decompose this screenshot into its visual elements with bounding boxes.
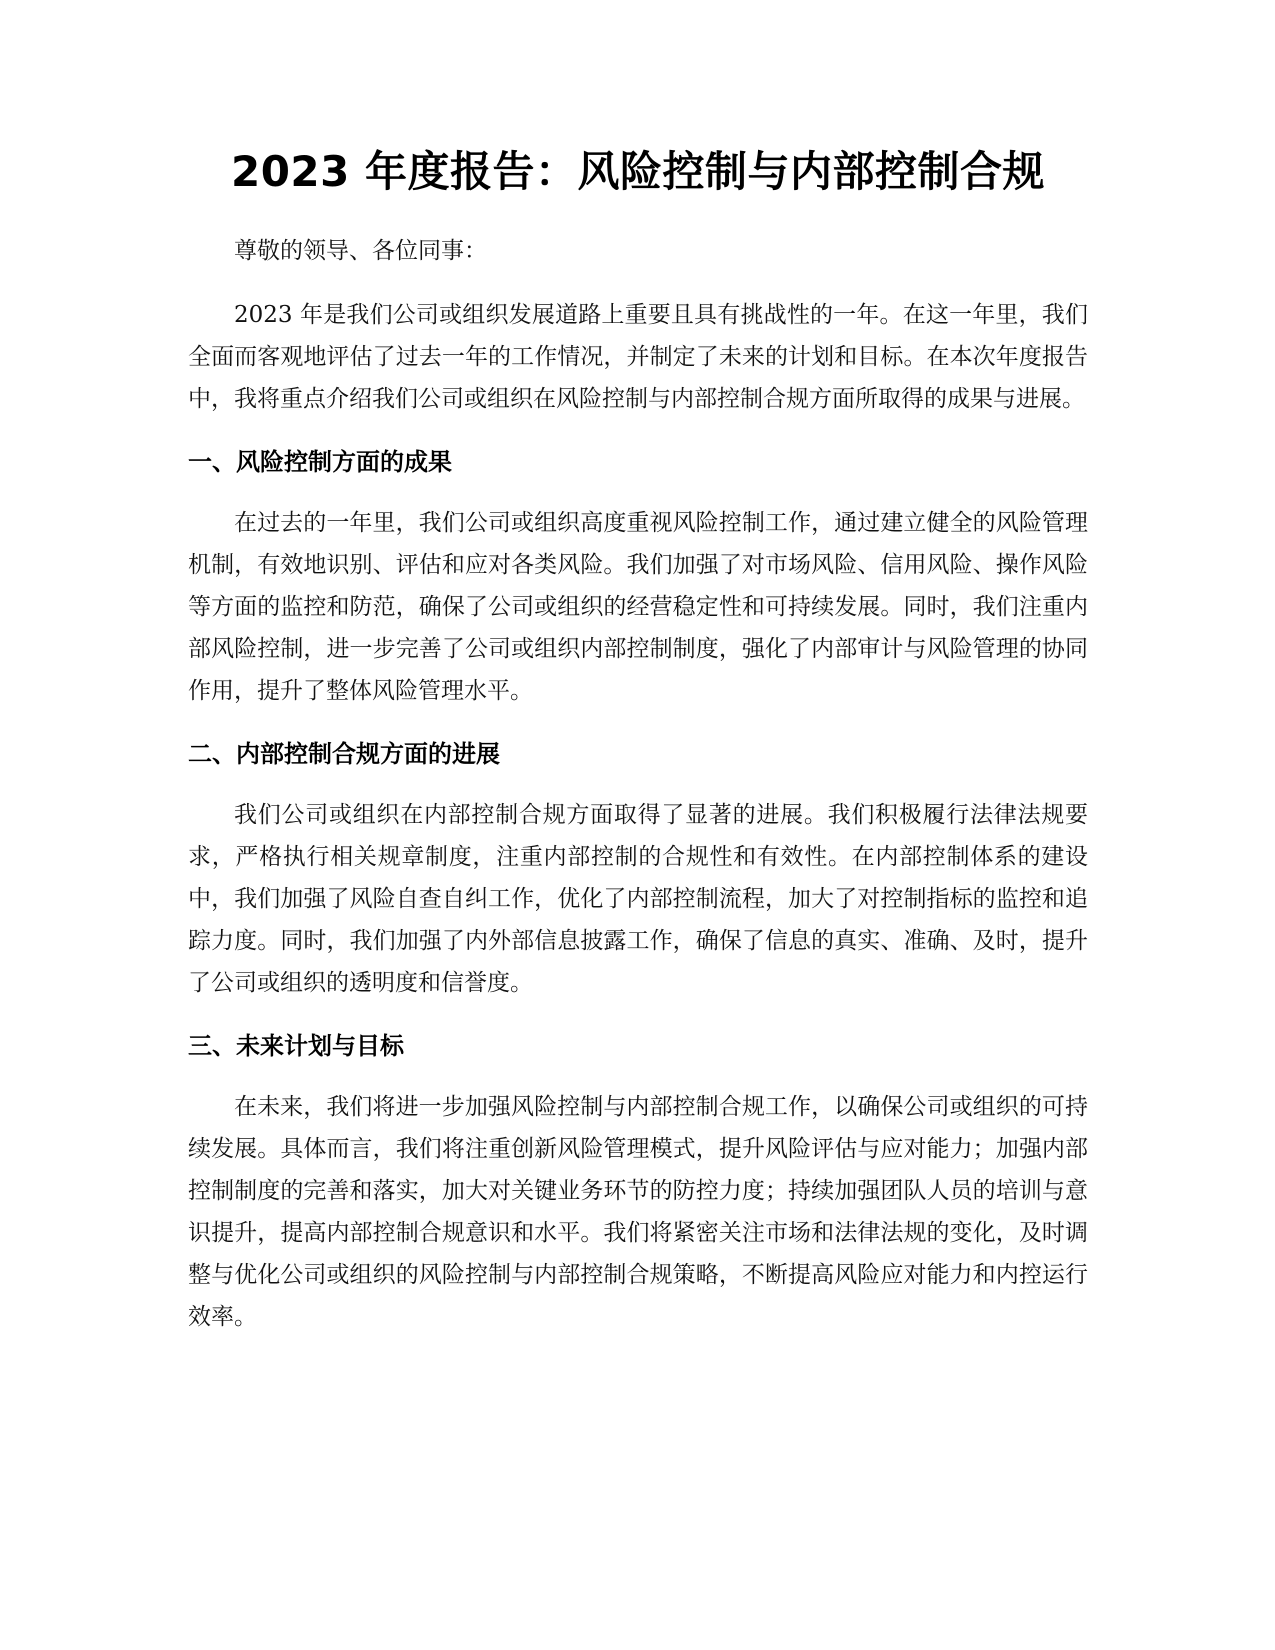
- section-risk-control: [188, 440, 1088, 712]
- section-body: 我们公司或组织在内部控制合规方面取得了显著的进展。我们积极履行法律法规要求，严格执行相关规章制度，注重内部控制的合规性和有效性。在内部控制体系的建设中，我们加强了风险自查自纠工作，优化了内部控制流程，加大了对控制指标的监控和追踪力度。同时，我们加强了内外部信息披露工作，确保了信息的真实、准确、及时，提升了公司或组织的透明度和信誉度。: [188, 802, 1088, 996]
- section-heading: 三、未来计划与目标: [188, 1032, 404, 1060]
- document-title: 2023 年度报告：风险控制与内部控制合规: [230, 147, 1046, 196]
- section-heading: 二、内部控制合规方面的进展: [188, 740, 500, 768]
- section-compliance: [188, 732, 1088, 1004]
- greeting-paragraph: 尊敬的领导、各位同事：: [234, 238, 487, 264]
- section-future-plans: [188, 1024, 1088, 1338]
- section-body: 在过去的一年里，我们公司或组织高度重视风险控制工作，通过建立健全的风险管理机制，有效地识别、评估和应对各类风险。我们加强了对市场风险、信用风险、操作风险等方面的监控和防范，确保了公司或组织的经营稳定性和可持续发展。同时，我们注重内部风险控制，进一步完善了公司或组织内部控制制度，强化了内部审计与风险管理的协同作用，提升了整体风险管理水平。: [188, 510, 1088, 704]
- section-body: 在未来，我们将进一步加强风险控制与内部控制合规工作，以确保公司或组织的可持续发展。具体而言，我们将注重创新风险管理模式，提升风险评估与应对能力；加强内部控制制度的完善和落实，加大对关键业务环节的防控力度；持续加强团队人员的培训与意识提升，提高内部控制合规意识和水平。我们将紧密关注市场和法律法规的变化，及时调整与优化公司或组织的风险控制与内部控制合规策略，不断提高风险应对能力和内控运行效率。: [188, 1094, 1088, 1330]
- section-heading: 一、风险控制方面的成果: [188, 448, 452, 476]
- document-page: [188, 140, 1088, 1358]
- intro-paragraph: 2023 年是我们公司或组织发展道路上重要且具有挑战性的一年。在这一年里，我们全面而客观地评估了过去一年的工作情况，并制定了未来的计划和目标。在本次年度报告中，我将重点介绍我们公司或组织在风险控制与内部控制合规方面所取得的成果与进展。: [188, 302, 1088, 412]
